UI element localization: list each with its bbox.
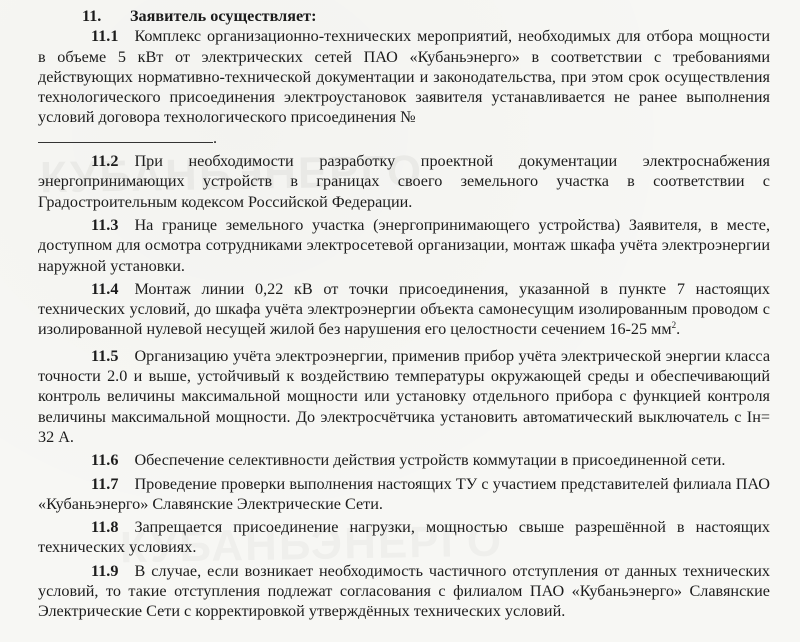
paragraph-text: При необходимости разработку проектной документации электроснабжения энергопринимающих устройств в границах своего земельного участка в соответствии с Градостроительным кодексом Российской Федерации.: [38, 152, 770, 211]
paragraph-number: 11.1: [91, 27, 119, 46]
paragraph-11-2: [38, 151, 770, 212]
paragraph-text: Организацию учёта электроэнергии, применив прибор учёта электрической энергии класса точности 2.0 и выше, устойчивый к воздействию температуры окружающей среды и обеспечивающий контроль величины максимальной мощности или установку отдельного прибора с функцией контроля величины максимальной мощности. До электросчётчика установить автоматический выключатель с Iн= 32 А.: [38, 346, 770, 446]
paragraph-11-9: [38, 561, 770, 622]
paragraph-number: 11.4: [91, 279, 119, 298]
paragraph-11-1: 11.1 Комплекс организационно-технических мероприятий, необходимых для отбора мощности в объеме 5 кВт от электрических сетей ПАО «Кубаньэнерго» в соответствии с требованиями действующих нормативно-технической документации и законодательства, при этом срок осуществления технологического присоединения электроустановок заявителя устанавливается не ранее выполнения условий договора технологического присоединения № .: [38, 27, 770, 147]
paragraph-text: Проведение проверки выполнения настоящих ТУ с участием представителей филиала ПАО «Кубаньэнерго» Славянские Электрические Сети.: [38, 474, 770, 513]
paragraph-number: 11.5: [91, 346, 119, 365]
paragraph-11-4: [38, 279, 770, 340]
contract-number-blank: [38, 132, 213, 143]
document-body: [38, 6, 770, 622]
paragraph-number: 11.6: [91, 451, 119, 470]
paragraph-number: 11.3: [91, 215, 119, 234]
paragraph-11-7: [38, 474, 770, 515]
superscript: 2: [671, 320, 677, 331]
paragraph-text: Обеспечение селективности действия устройств коммутации в присоединенной сети.: [134, 451, 726, 470]
paragraph-11-6: [38, 450, 770, 470]
paragraph-end: .: [676, 320, 681, 339]
paragraph-11-5: [38, 346, 770, 447]
section-title: Заявитель осуществляет:: [130, 7, 317, 25]
paragraph-text: Комплекс организационно-технических мероприятий, необходимых для отбора мощности в объеме 5 кВт от электрических сетей ПАО «Кубаньэнерго» в соответствии с требованиями действующих нормативно-технической документации и законодательства, при этом срок осуществления технологического присоединения электроустановок заявителя устанавливается не ранее выполнения условий договора технологического присоединения №: [38, 27, 770, 127]
paragraph-number: 11.2: [91, 152, 119, 171]
paragraph-text: В случае, если возникает необходимость частичного отступления от данных технических условий, то такие отступления подлежат согласования с филиалом ПАО «Кубаньэнерго» Славянские Электрические Сети с корректировкой утверждённых технических условий.: [38, 561, 770, 621]
paragraph-text: Запрещается присоединение нагрузки, мощностью свыше разрешённой в настоящих технических условиях.: [38, 518, 770, 557]
section-heading: [38, 6, 770, 26]
paragraph-11-8: [38, 517, 770, 558]
paragraph-text: Монтаж линии 0,22 кВ от точки присоединения, указанной в пункте 7 настоящих технических условий, до шкафа учёта электроэнергии объекта самонесущим изолированным проводом с изолированной нулевой несущей жилой без нарушения его целостности сечением 16-25 мм: [38, 279, 770, 339]
paragraph-number: 11.9: [91, 561, 119, 580]
paragraph-11-3: [38, 215, 770, 276]
paragraph-text: На границе земельного участка (энергопринимающего устройства) Заявителя, в месте, доступном для осмотра сотрудниками электросетевой организации, монтаж шкафа учёта электроэнергии наружной установки.: [38, 215, 770, 275]
paragraph-number: 11.7: [91, 474, 119, 493]
paragraph-number: 11.8: [91, 518, 119, 537]
section-number: 11.: [82, 7, 102, 25]
